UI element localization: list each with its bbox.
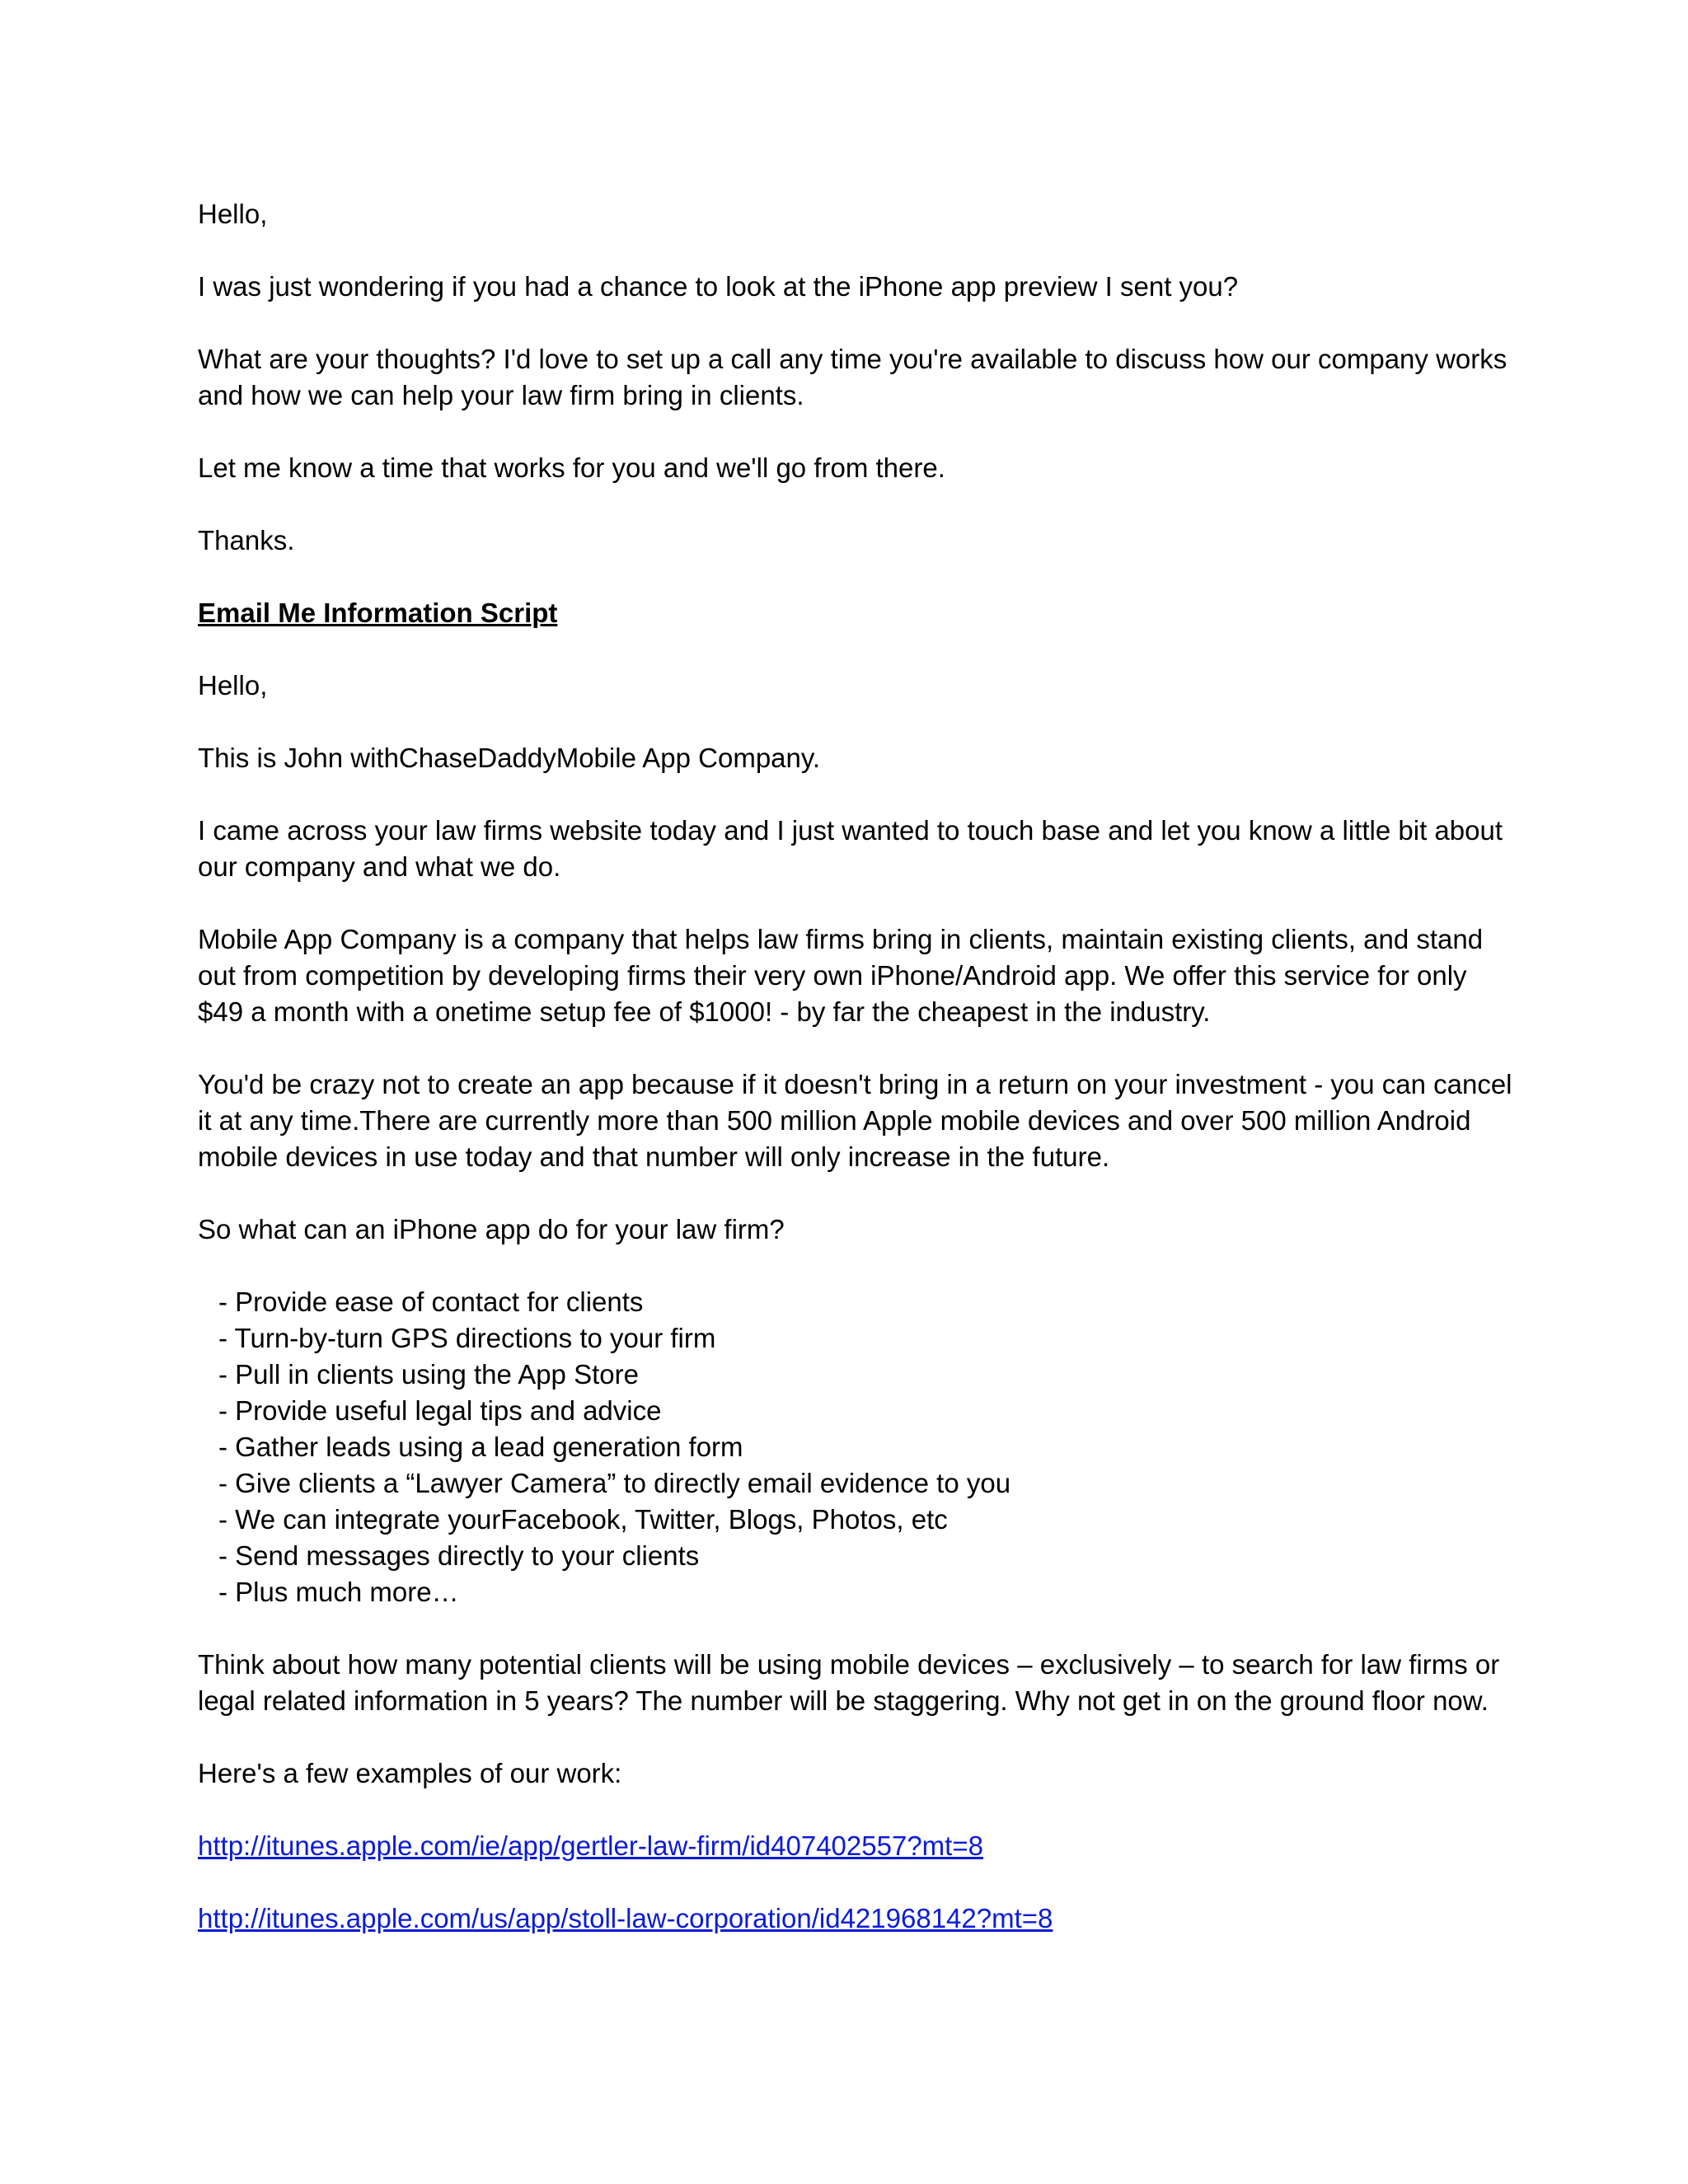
followup-greeting: Hello,: [198, 199, 268, 229]
feature-list-item: - Plus much more…: [218, 1577, 459, 1607]
feature-list-item: - We can integrate yourFacebook, Twitter, Blogs, Photos, etc: [218, 1504, 948, 1535]
feature-list-item: - Gather leads using a lead generation form: [218, 1432, 743, 1462]
script-paragraph-3: You'd be crazy not to create an app because if it doesn't bring in a return on your investment - you can cancel it at any time.There are currently more than 500 million Apple mobile devices and over 500 million Android mobile devices in use today and that number will only increase in the future.: [198, 1069, 1512, 1172]
followup-paragraph-2: What are your thoughts? I'd love to set up a call any time you're available to discuss how our company works and how we can help your law firm bring in clients.: [198, 344, 1507, 410]
script-paragraph-1: I came across your law firms website today and I just wanted to touch base and let you know a little bit about our company and what we do.: [198, 815, 1503, 882]
examples-intro: Here's a few examples of our work:: [198, 1758, 622, 1788]
document-page: [198, 196, 1517, 1973]
feature-list-item: - Give clients a “Lawyer Camera” to directly email evidence to you: [218, 1468, 1011, 1498]
script-paragraph-2: Mobile App Company is a company that helps law firms bring in clients, maintain existing clients, and stand out from competition by developing firms their very own iPhone/Android app. We offer this service for only $49 a month with a onetime setup fee of $1000! - by far the cheapest in the industry.: [198, 924, 1484, 1027]
script-intro: This is John withChaseDaddyMobile App Company.: [198, 743, 821, 773]
feature-list-item: - Provide ease of contact for clients: [218, 1286, 644, 1317]
feature-list-item: - Provide useful legal tips and advice: [218, 1395, 662, 1426]
followup-paragraph-1: I was just wondering if you had a chance to look at the iPhone app preview I sent you?: [198, 271, 1239, 302]
feature-list: [198, 1284, 1517, 1610]
followup-closing: Thanks.: [198, 525, 295, 555]
script-paragraph-4: Think about how many potential clients will be using mobile devices – exclusively – to search for law firms or legal related information in 5 years? The number will be staggering. Why not get in on the ground floor now.: [198, 1649, 1500, 1716]
example-link-stoll[interactable]: http://itunes.apple.com/us/app/stoll-law-corporation/id421968142?mt=8: [198, 1903, 1053, 1933]
example-link-gertler[interactable]: http://itunes.apple.com/ie/app/gertler-law-firm/id407402557?mt=8: [198, 1830, 983, 1861]
followup-paragraph-3: Let me know a time that works for you and we'll go from there.: [198, 452, 945, 483]
script-greeting: Hello,: [198, 670, 268, 701]
feature-list-item: - Send messages directly to your clients: [218, 1540, 700, 1571]
feature-list-item: - Turn-by-turn GPS directions to your firm: [218, 1323, 716, 1353]
script-heading: Email Me Information Script: [198, 598, 558, 628]
script-question: So what can an iPhone app do for your law firm?: [198, 1214, 785, 1244]
feature-list-item: - Pull in clients using the App Store: [218, 1359, 639, 1390]
